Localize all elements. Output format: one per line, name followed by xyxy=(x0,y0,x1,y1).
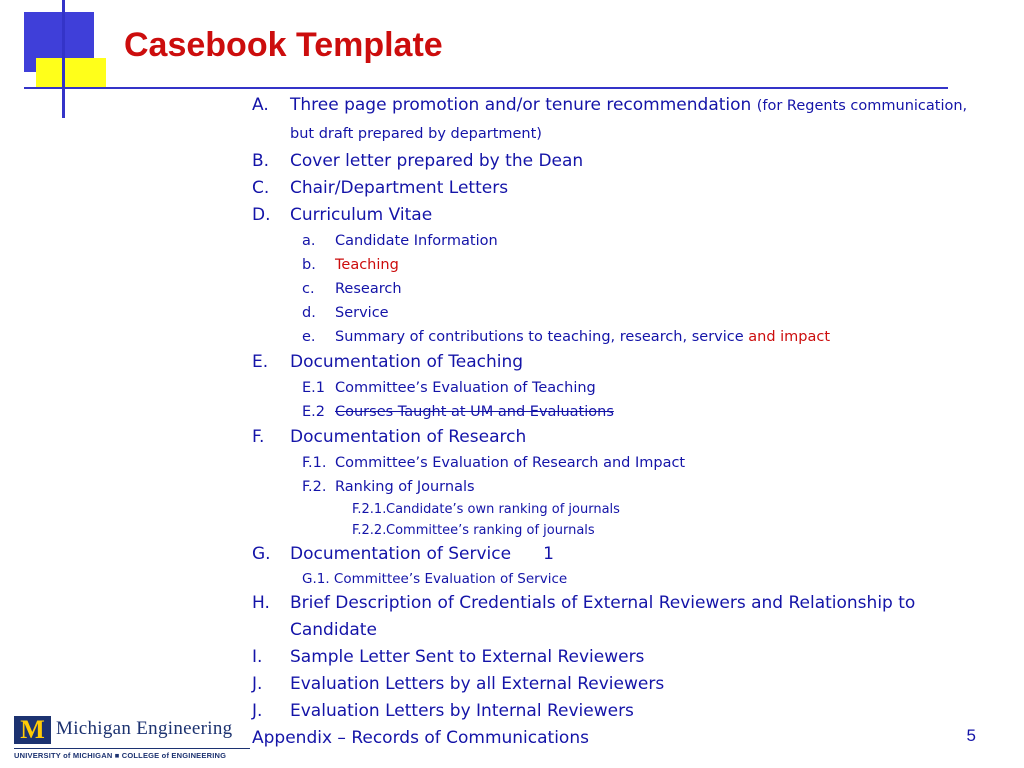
list-subitem-d-c xyxy=(252,277,992,301)
list-subitem-d-e xyxy=(252,325,992,349)
marker: F.2.2. xyxy=(352,523,387,538)
item-text: Courses Taught at UM and Evaluations xyxy=(335,404,614,420)
item-text: Service xyxy=(335,305,389,321)
item-text-highlight: Teaching xyxy=(335,257,399,273)
decor-yellow-square xyxy=(36,58,106,88)
list-item-g xyxy=(252,541,992,568)
list-item-d xyxy=(252,202,992,229)
list-item-j-internal xyxy=(252,698,992,725)
logo-wordmark: Michigan Engineering xyxy=(56,718,233,739)
marker: F.2. xyxy=(302,479,327,495)
marker: A. xyxy=(252,95,269,115)
item-text: Three page promotion and/or tenure recommendation xyxy=(290,95,757,115)
list-subitem-e1 xyxy=(252,376,992,400)
list-item-j-external xyxy=(252,671,992,698)
logo-subtitle: UNIVERSITY of MICHIGAN ■ COLLEGE of ENGINEERING xyxy=(14,751,227,760)
item-text: Candidate Information xyxy=(335,233,498,249)
item-text: Evaluation Letters by all External Reviewers xyxy=(290,674,665,694)
list-item-i xyxy=(252,644,992,671)
item-text-highlight: and impact xyxy=(748,329,831,345)
item-text: Summary of contributions to teaching, research, service xyxy=(335,329,749,345)
marker: B. xyxy=(252,151,270,171)
marker: b. xyxy=(302,257,316,273)
item-text: Appendix – Records of Communications xyxy=(252,728,589,748)
item-text: Cover letter prepared by the Dean xyxy=(290,151,584,171)
item-trailing-number: 1 xyxy=(543,544,554,564)
item-text: Committee’s Evaluation of Teaching xyxy=(335,380,596,396)
list-item-f xyxy=(252,424,992,451)
marker: H. xyxy=(252,593,270,613)
appendix-line xyxy=(252,725,992,752)
marker: D. xyxy=(252,205,271,225)
page-number: 5 xyxy=(966,726,976,745)
outline-list xyxy=(252,92,992,752)
decor-horizontal-rule xyxy=(24,87,948,89)
item-text: Curriculum Vitae xyxy=(290,205,433,225)
list-subitem-e2-struck xyxy=(252,400,992,424)
item-text: Research xyxy=(335,281,402,297)
list-item-c xyxy=(252,175,992,202)
marker: J. xyxy=(252,701,263,721)
list-subitem-d-a xyxy=(252,229,992,253)
item-text: Documentation of Research xyxy=(290,427,527,447)
decor-vertical-rule xyxy=(62,0,65,118)
marker: a. xyxy=(302,233,316,249)
list-item-e xyxy=(252,349,992,376)
item-note: (for Regents communication, but draft prepared by department) xyxy=(290,98,968,142)
block-m-icon: M xyxy=(14,716,51,744)
marker: E.1 xyxy=(302,380,325,396)
item-text: Committee’s Evaluation of Research and Impact xyxy=(335,455,686,471)
marker: e. xyxy=(302,329,316,345)
marker: C. xyxy=(252,178,270,198)
item-text: Sample Letter Sent to External Reviewers xyxy=(290,647,645,667)
list-subitem-g1 xyxy=(252,568,992,590)
list-subitem-f2 xyxy=(252,475,992,499)
marker: F.2.1. xyxy=(352,502,387,517)
list-item-h xyxy=(252,590,992,644)
list-subsubitem-f22 xyxy=(252,520,992,541)
item-text: G.1. Committee’s Evaluation of Service xyxy=(302,571,568,587)
list-subitem-f1 xyxy=(252,451,992,475)
item-text: Chair/Department Letters xyxy=(290,178,509,198)
item-text: Documentation of Teaching xyxy=(290,352,524,372)
item-text: Ranking of Journals xyxy=(335,479,475,495)
item-text: Evaluation Letters by Internal Reviewers xyxy=(290,701,634,721)
marker: d. xyxy=(302,305,316,321)
marker: E. xyxy=(252,352,269,372)
item-text: Committee’s ranking of journals xyxy=(386,523,595,538)
marker: c. xyxy=(302,281,315,297)
marker: J. xyxy=(252,674,263,694)
logo-divider xyxy=(14,748,250,749)
list-subitem-d-d xyxy=(252,301,992,325)
marker: F. xyxy=(252,427,265,447)
michigan-engineering-logo xyxy=(14,716,254,764)
list-item-a xyxy=(252,92,992,148)
item-text: Candidate’s own ranking of journals xyxy=(386,502,620,517)
list-subsubitem-f21 xyxy=(252,499,992,520)
item-text: Brief Description of Credentials of External Reviewers and Relationship to Candidate xyxy=(290,593,916,640)
marker: I. xyxy=(252,647,263,667)
item-text: Documentation of Service xyxy=(290,544,512,564)
marker: G. xyxy=(252,544,271,564)
marker: F.1. xyxy=(302,455,327,471)
list-item-b xyxy=(252,148,992,175)
list-subitem-d-b xyxy=(252,253,992,277)
marker: E.2 xyxy=(302,404,325,420)
slide-title: Casebook Template xyxy=(124,26,443,64)
